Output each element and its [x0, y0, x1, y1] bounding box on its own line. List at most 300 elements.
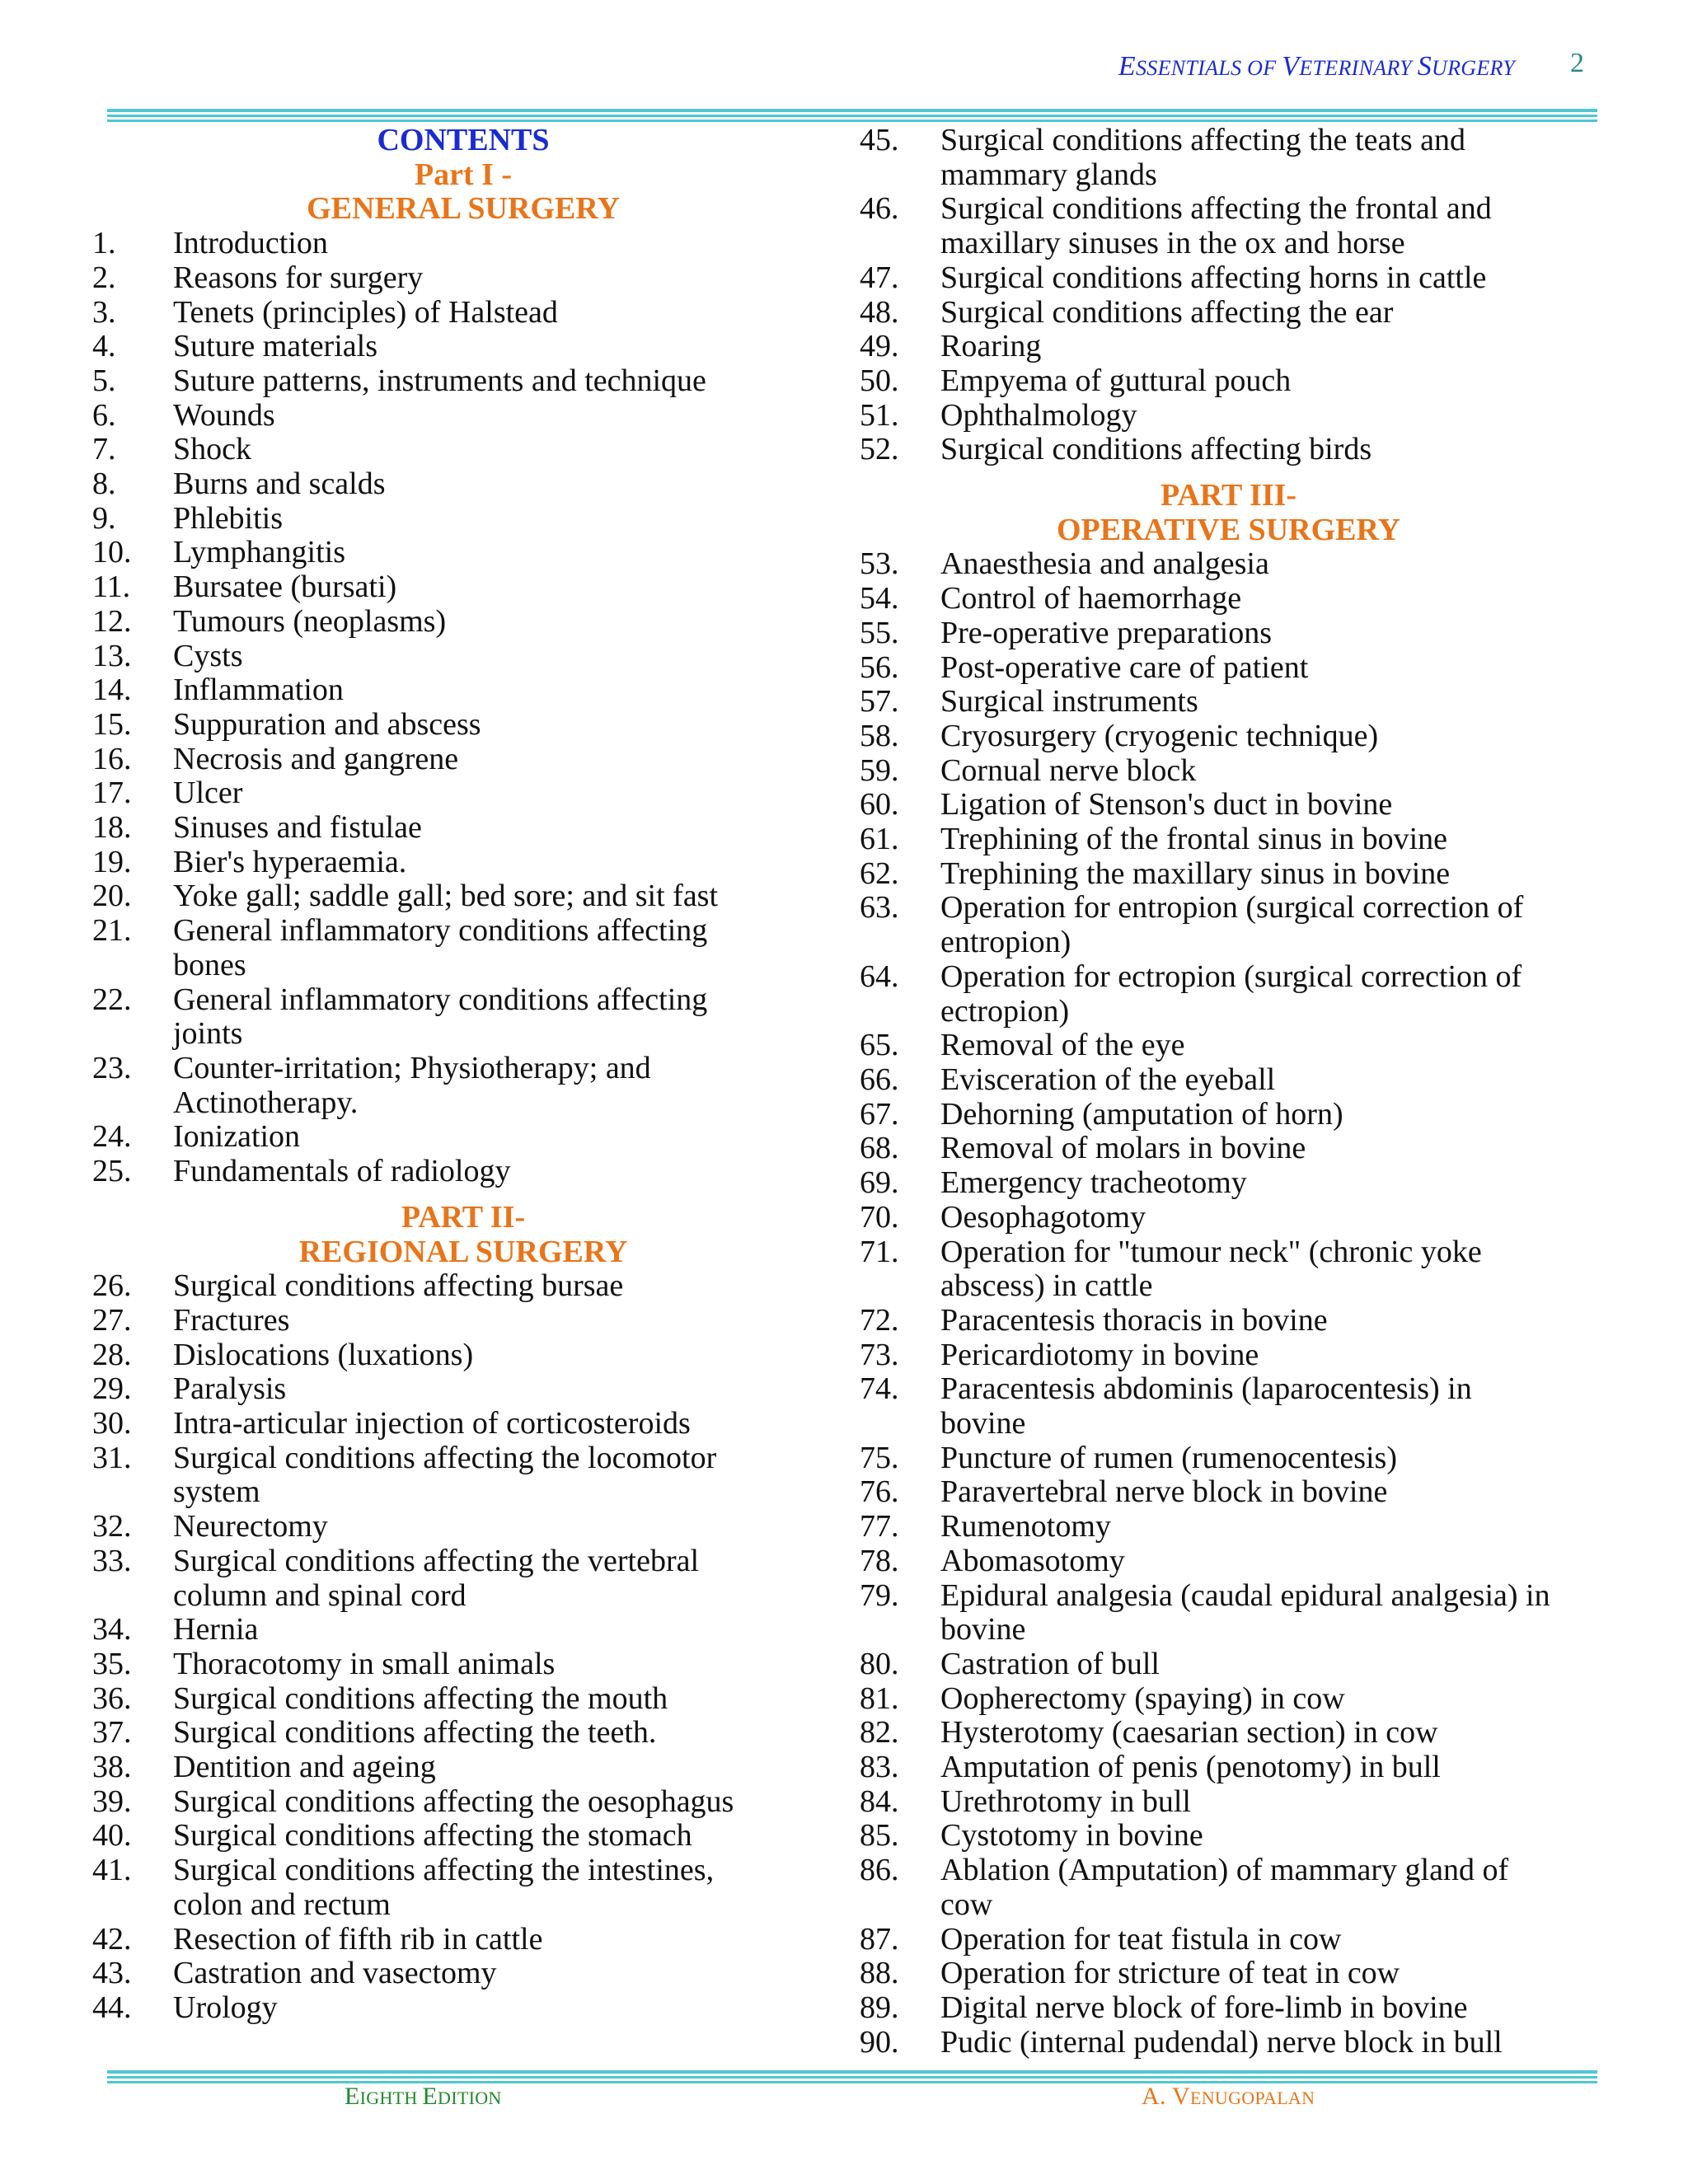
- entry-title-line: Lymphangitis: [173, 535, 345, 570]
- entry-number: 32.: [92, 1509, 132, 1544]
- contents-entry[interactable]: [92, 1750, 834, 1785]
- contents-entry[interactable]: [92, 1682, 834, 1717]
- entry-title: [940, 1991, 1597, 2026]
- entry-number: 54.: [860, 581, 899, 616]
- entry-title-line: Empyema of guttural pouch: [940, 363, 1292, 398]
- contents-entry[interactable]: [92, 1544, 834, 1613]
- contents-entry[interactable]: [92, 983, 834, 1052]
- contents-entry[interactable]: [92, 673, 834, 708]
- entry-number: 33.: [92, 1543, 132, 1578]
- contents-entry[interactable]: [92, 914, 834, 982]
- entry-title: [173, 1155, 834, 1189]
- entry-title: [940, 857, 1597, 892]
- entry-title: [940, 616, 1597, 651]
- contents-entry[interactable]: [92, 605, 834, 640]
- entry-number: 83.: [860, 1750, 899, 1785]
- contents-entry[interactable]: [92, 640, 834, 674]
- contents-entry[interactable]: [860, 124, 1597, 192]
- entry-title: [940, 399, 1597, 434]
- entry-number: 79.: [860, 1577, 899, 1613]
- entry-title: [940, 1063, 1597, 1098]
- entry-title: [173, 467, 834, 502]
- entry-title: [940, 1098, 1597, 1132]
- entry-number: 42.: [92, 1921, 132, 1957]
- contents-entry[interactable]: [92, 846, 834, 880]
- entry-title-line: cow: [940, 1886, 993, 1922]
- footer-edition: [345, 2083, 502, 2111]
- contents-entry[interactable]: [860, 857, 1597, 892]
- contents-entry[interactable]: [860, 616, 1597, 651]
- entry-number: 81.: [860, 1680, 899, 1716]
- entry-title-line: Castration and vasectomy: [173, 1956, 497, 1991]
- entry-title-line: Thoracotomy in small animals: [173, 1646, 556, 1681]
- entry-title-line: joints: [173, 1016, 243, 1052]
- part-heading: [92, 1201, 834, 1269]
- entry-number: 48.: [860, 294, 899, 330]
- entry-title-line: Paravertebral nerve block in bovine: [940, 1474, 1388, 1510]
- contents-entry[interactable]: [92, 1269, 834, 1304]
- contents-entry[interactable]: [860, 547, 1597, 582]
- footer-author: [1142, 2083, 1315, 2111]
- contents-entry[interactable]: [860, 651, 1597, 686]
- entry-title-line: Surgical conditions affecting the vertebral: [173, 1543, 700, 1578]
- contents-entry[interactable]: [92, 1441, 834, 1510]
- contents-entry[interactable]: [92, 708, 834, 743]
- contents-entry[interactable]: [860, 1716, 1597, 1750]
- entry-number: 55.: [860, 615, 899, 650]
- entry-title-line: Ulcer: [173, 776, 243, 811]
- entry-title: [940, 2026, 1597, 2060]
- entry-title-line: Amputation of penis (penotomy) in bull: [940, 1750, 1441, 1785]
- contents-entry[interactable]: [860, 1063, 1597, 1098]
- contents-entry[interactable]: [860, 823, 1597, 857]
- entry-title: [940, 754, 1597, 789]
- entry-title-line: Abomasotomy: [940, 1543, 1125, 1578]
- contents-entry[interactable]: [860, 754, 1597, 789]
- entry-number: 85.: [860, 1818, 899, 1854]
- contents-entry[interactable]: [860, 1132, 1597, 1166]
- entry-number: 35.: [92, 1646, 132, 1681]
- entry-title-line: Hernia: [173, 1612, 259, 1647]
- contents-entry[interactable]: [860, 788, 1597, 823]
- contents-entry[interactable]: [860, 1201, 1597, 1235]
- entry-title: [173, 1785, 834, 1820]
- entry-title-line: Castration of bull: [940, 1646, 1160, 1681]
- entry-title: [173, 1441, 834, 1510]
- entry-title: [940, 296, 1597, 330]
- entry-title: [173, 1750, 834, 1785]
- entry-title-line: bones: [173, 947, 246, 982]
- contents-entry[interactable]: [860, 2026, 1597, 2060]
- contents-entry[interactable]: [92, 1510, 834, 1544]
- contents-entry[interactable]: [860, 1785, 1597, 1820]
- entry-number: 5.: [92, 363, 116, 398]
- small-caps-rest: DITION: [438, 2088, 502, 2108]
- entry-number: 73.: [860, 1337, 899, 1372]
- entry-title-line: Tumours (neoplasms): [173, 603, 447, 639]
- entry-title-line: system: [173, 1474, 260, 1510]
- entry-title: [940, 1854, 1597, 1922]
- entry-title-line: Burns and scalds: [173, 466, 386, 502]
- entry-number: 61.: [860, 822, 899, 857]
- contents-entry[interactable]: [92, 330, 834, 364]
- contents-entry[interactable]: [860, 364, 1597, 399]
- entry-title-line: Emergency tracheotomy: [940, 1165, 1247, 1201]
- part-heading-line: PART III-: [1160, 478, 1297, 513]
- entry-number: 53.: [860, 546, 899, 582]
- entry-title: [173, 330, 834, 364]
- entry-title-line: Phlebitis: [173, 500, 284, 536]
- entry-number: 72.: [860, 1302, 899, 1338]
- contents-entry[interactable]: [860, 433, 1597, 467]
- contents-entry[interactable]: [860, 582, 1597, 616]
- entry-number: 7.: [92, 432, 116, 467]
- entry-title: [173, 536, 834, 570]
- part-heading: [92, 124, 834, 227]
- entry-title: [173, 1372, 834, 1407]
- entry-title-line: Pre-operative preparations: [940, 615, 1272, 650]
- entry-title-line: Anaesthesia and analgesia: [940, 546, 1269, 582]
- entry-number: 50.: [860, 363, 899, 398]
- entry-number: 64.: [860, 958, 899, 994]
- contents-entry[interactable]: [92, 776, 834, 811]
- entry-title-line: Removal of molars in bovine: [940, 1131, 1306, 1166]
- entry-title-line: Suture materials: [173, 329, 377, 364]
- contents-entry[interactable]: [92, 1647, 834, 1682]
- entry-title-line: Roaring: [940, 329, 1042, 364]
- entry-title: [940, 1579, 1597, 1647]
- entry-title: [173, 1120, 834, 1155]
- entry-title-line: Dentition and ageing: [173, 1750, 436, 1785]
- contents-entry[interactable]: [92, 1372, 834, 1407]
- contents-entry[interactable]: [860, 1235, 1597, 1304]
- entry-title-line: Intra-articular injection of corticosteroids: [173, 1406, 691, 1441]
- entry-number: 3.: [92, 294, 116, 330]
- entry-number: 39.: [92, 1783, 132, 1819]
- contents-entry[interactable]: [92, 364, 834, 399]
- entry-title: [173, 1613, 834, 1647]
- entry-title: [173, 570, 834, 605]
- small-caps-initial: S: [1417, 51, 1432, 82]
- entry-number: 8.: [92, 466, 116, 502]
- entry-title-line: Surgical conditions affecting the oesophagus: [173, 1783, 734, 1819]
- contents-entry[interactable]: [860, 1647, 1597, 1682]
- contents-entry[interactable]: [860, 1098, 1597, 1132]
- contents-entry[interactable]: [860, 719, 1597, 754]
- contents-entry[interactable]: [860, 1510, 1597, 1544]
- entry-number: 1.: [92, 226, 116, 261]
- entry-number: 86.: [860, 1853, 899, 1888]
- entry-number: 43.: [92, 1956, 132, 1991]
- entry-title-line: Operation for entropion (surgical correction of: [940, 890, 1524, 926]
- contents-entry[interactable]: [92, 1155, 834, 1189]
- entry-title: [940, 1235, 1597, 1304]
- entry-title: [940, 960, 1597, 1029]
- entry-number: 47.: [860, 260, 899, 295]
- contents-entry[interactable]: [92, 467, 834, 502]
- entry-title: [940, 685, 1597, 719]
- contents-entry[interactable]: [860, 399, 1597, 434]
- contents-entry[interactable]: [92, 1957, 834, 1991]
- contents-entry[interactable]: [92, 1785, 834, 1820]
- contents-entry[interactable]: [860, 685, 1597, 719]
- entry-title: [940, 651, 1597, 686]
- entry-number: 9.: [92, 500, 116, 536]
- contents-entry[interactable]: [92, 1052, 834, 1120]
- entry-title-line: Introduction: [173, 226, 328, 261]
- entry-title: [173, 983, 834, 1052]
- entry-number: 69.: [860, 1165, 899, 1201]
- entry-title-line: Fractures: [173, 1302, 290, 1338]
- entry-title: [173, 1923, 834, 1957]
- entry-number: 17.: [92, 776, 132, 811]
- contents-entry[interactable]: [92, 296, 834, 330]
- entry-title: [940, 1304, 1597, 1338]
- contents-entry[interactable]: [92, 570, 834, 605]
- entry-title: [173, 1304, 834, 1338]
- contents-entry[interactable]: [860, 1166, 1597, 1201]
- entry-title-line: Urology: [173, 1990, 278, 2025]
- part-heading-line: GENERAL SURGERY: [307, 191, 620, 227]
- entry-number: 60.: [860, 787, 899, 823]
- entry-number: 26.: [92, 1268, 132, 1304]
- entry-title: [173, 1407, 834, 1441]
- entry-number: 52.: [860, 432, 899, 467]
- entry-title-line: Surgical conditions affecting the teats and: [940, 123, 1466, 157]
- entry-title: [173, 673, 834, 708]
- contents-entry[interactable]: [860, 261, 1597, 296]
- entry-number: 10.: [92, 535, 132, 570]
- contents-entry[interactable]: [92, 1991, 834, 2026]
- entry-title-line: Pericardiotomy in bovine: [940, 1337, 1259, 1372]
- entry-number: 25.: [92, 1154, 132, 1189]
- entry-number: 44.: [92, 1990, 132, 2025]
- entry-title-line: Paracentesis abdominis (laparocentesis) in: [940, 1371, 1472, 1407]
- contents-entry[interactable]: [860, 1441, 1597, 1476]
- entry-title: [173, 846, 834, 880]
- entry-title-line: Digital nerve block of fore-limb in bovine: [940, 1990, 1468, 2025]
- entry-title: [940, 124, 1597, 192]
- contents-entry[interactable]: [860, 1579, 1597, 1647]
- entry-title: [940, 1647, 1597, 1682]
- entry-title-line: Surgical instruments: [940, 684, 1198, 719]
- entry-number: 38.: [92, 1750, 132, 1785]
- entry-title-line: Urethrotomy in bull: [940, 1783, 1191, 1819]
- contents-entry[interactable]: [860, 1544, 1597, 1579]
- contents-entry[interactable]: [860, 1957, 1597, 1991]
- entry-title: [940, 1510, 1597, 1544]
- entry-title-line: Inflammation: [173, 673, 344, 708]
- entry-title-line: bovine: [940, 1406, 1026, 1441]
- contents-entry[interactable]: [860, 330, 1597, 364]
- entry-number: 28.: [92, 1337, 132, 1372]
- entry-title-line: Surgical conditions affecting bursae: [173, 1268, 624, 1304]
- contents-entry[interactable]: [92, 1304, 834, 1338]
- entry-title: [173, 296, 834, 330]
- contents-entry[interactable]: [92, 433, 834, 467]
- entry-number: 11.: [92, 569, 131, 605]
- entry-number: 63.: [860, 890, 899, 926]
- contents-entry[interactable]: [92, 1407, 834, 1441]
- page-number: 2: [1570, 48, 1584, 78]
- contents-entry[interactable]: [92, 227, 834, 261]
- entry-number: 4.: [92, 329, 116, 364]
- entry-title-line: Surgical conditions affecting the mouth: [173, 1680, 668, 1716]
- entry-title: [940, 1750, 1597, 1785]
- entry-title-line: Removal of the eye: [940, 1028, 1185, 1063]
- entry-number: 31.: [92, 1440, 132, 1475]
- small-caps-rest: ENUGOPALAN: [1190, 2088, 1315, 2108]
- entry-number: 41.: [92, 1853, 132, 1888]
- contents-title: CONTENTS: [377, 123, 550, 157]
- entry-number: 6.: [92, 397, 116, 433]
- entry-number: 84.: [860, 1783, 899, 1819]
- entry-number: 88.: [860, 1956, 899, 1991]
- entry-title-line: Operation for stricture of teat in cow: [940, 1956, 1400, 1991]
- entry-number: 18.: [92, 810, 132, 846]
- contents-entry[interactable]: [92, 811, 834, 846]
- small-caps-initial: V: [1282, 51, 1300, 82]
- contents-entry[interactable]: [860, 1372, 1597, 1441]
- entry-title-line: Ligation of Stenson's duct in bovine: [940, 787, 1393, 823]
- entry-title: [173, 364, 834, 399]
- entry-title-line: bovine: [940, 1612, 1026, 1647]
- entry-title-line: Cryosurgery (cryogenic technique): [940, 718, 1379, 753]
- contents-entry[interactable]: [860, 1682, 1597, 1717]
- entry-title-line: Trephining of the frontal sinus in bovine: [940, 822, 1447, 857]
- entry-title-line: Counter-irritation; Physiotherapy; and: [173, 1050, 651, 1085]
- contents-column-left: [92, 124, 834, 2026]
- entry-title-line: Fundamentals of radiology: [173, 1154, 511, 1189]
- contents-entry[interactable]: [92, 399, 834, 434]
- contents-entry[interactable]: [860, 1923, 1597, 1957]
- contents-entry[interactable]: [860, 1475, 1597, 1510]
- contents-entry[interactable]: [860, 1819, 1597, 1854]
- entry-title: [173, 1647, 834, 1682]
- contents-entry[interactable]: [860, 1750, 1597, 1785]
- entry-title-line: Operation for "tumour neck" (chronic yoke: [940, 1234, 1482, 1269]
- entry-title-line: Neurectomy: [173, 1509, 328, 1544]
- entry-number: 65.: [860, 1028, 899, 1063]
- small-caps-initial: E: [345, 2083, 360, 2110]
- small-caps-rest: SSENTIALS OF: [1136, 56, 1282, 80]
- contents-entry[interactable]: [92, 1120, 834, 1155]
- entry-title: [173, 1854, 834, 1922]
- contents-entry[interactable]: [860, 1338, 1597, 1373]
- entry-number: 46.: [860, 191, 899, 227]
- entry-title: [173, 502, 834, 537]
- entry-number: 2.: [92, 260, 116, 295]
- contents-entry[interactable]: [92, 536, 834, 570]
- contents-entry[interactable]: [92, 1819, 834, 1854]
- small-caps-rest: ETERINARY: [1299, 56, 1418, 80]
- entry-title-line: Control of haemorrhage: [940, 581, 1242, 616]
- entry-title-line: Surgical conditions affecting the teeth.: [173, 1715, 657, 1750]
- entry-number: 14.: [92, 673, 132, 708]
- entry-title: [173, 1510, 834, 1544]
- entry-number: 58.: [860, 718, 899, 753]
- entry-title-line: Surgical conditions affecting the ear: [940, 294, 1394, 330]
- entry-title: [940, 788, 1597, 823]
- entry-title-line: entropion): [940, 925, 1071, 960]
- entry-title-line: Wounds: [173, 397, 275, 433]
- entry-title-line: Actinotherapy.: [173, 1085, 359, 1120]
- entry-title: [173, 1819, 834, 1854]
- entry-number: 57.: [860, 684, 899, 719]
- contents-entry[interactable]: [860, 1304, 1597, 1338]
- contents-entry[interactable]: [860, 960, 1597, 1029]
- contents-entry[interactable]: [92, 502, 834, 537]
- entry-title: [940, 1785, 1597, 1820]
- entry-title: [940, 1166, 1597, 1201]
- contents-entry[interactable]: [860, 1854, 1597, 1922]
- contents-entry[interactable]: [860, 891, 1597, 959]
- entry-title: [940, 823, 1597, 857]
- entry-number: 80.: [860, 1646, 899, 1681]
- entry-title-line: Dehorning (amputation of horn): [940, 1096, 1343, 1132]
- entry-title-line: Surgical conditions affecting horns in cattle: [940, 260, 1487, 295]
- contents-entry[interactable]: [92, 1338, 834, 1373]
- entry-title: [173, 879, 834, 914]
- contents-entry[interactable]: [860, 192, 1597, 260]
- entry-title-line: Cornual nerve block: [940, 752, 1197, 788]
- entry-title-line: General inflammatory conditions affecting: [173, 913, 708, 949]
- entry-title: [173, 640, 834, 674]
- entry-title: [940, 1441, 1597, 1476]
- entry-title: [173, 227, 834, 261]
- contents-entry[interactable]: [92, 1613, 834, 1647]
- contents-entry[interactable]: [92, 1923, 834, 1957]
- contents-entry[interactable]: [92, 1716, 834, 1750]
- entry-number: 51.: [860, 397, 899, 433]
- entry-title: [940, 1923, 1597, 1957]
- contents-entry[interactable]: [92, 743, 834, 777]
- entry-title-line: Ophthalmology: [940, 397, 1137, 433]
- entry-title: [940, 719, 1597, 754]
- entry-number: 74.: [860, 1371, 899, 1407]
- entry-title-line: Ablation (Amputation) of mammary gland of: [940, 1853, 1509, 1888]
- contents-entry[interactable]: [860, 296, 1597, 330]
- contents-entry[interactable]: [92, 261, 834, 296]
- contents-entry[interactable]: [860, 1029, 1597, 1063]
- entry-title-line: Paracentesis thoracis in bovine: [940, 1302, 1328, 1338]
- entry-title: [173, 261, 834, 296]
- entry-title-line: Operation for ectropion (surgical correction of: [940, 958, 1522, 994]
- entry-number: 34.: [92, 1612, 132, 1647]
- part-heading-line: Part I -: [414, 157, 513, 192]
- entry-number: 77.: [860, 1509, 899, 1544]
- contents-entry[interactable]: [92, 879, 834, 914]
- entry-title: [173, 1716, 834, 1750]
- entry-title: [940, 261, 1597, 296]
- contents-entry[interactable]: [92, 1854, 834, 1922]
- entry-number: 20.: [92, 879, 132, 914]
- entry-title-line: Surgical conditions affecting the frontal and: [940, 191, 1492, 227]
- small-caps-initial: A. V: [1142, 2083, 1190, 2110]
- small-caps-rest: URGERY: [1432, 56, 1515, 80]
- entry-title-line: Oopherectomy (spaying) in cow: [940, 1680, 1345, 1716]
- contents-entry[interactable]: [860, 1991, 1597, 2026]
- entry-title: [940, 433, 1597, 467]
- entry-title: [940, 1372, 1597, 1441]
- entry-number: 27.: [92, 1302, 132, 1338]
- entry-title-line: mammary glands: [940, 157, 1157, 192]
- entry-title: [173, 1269, 834, 1304]
- entry-number: 59.: [860, 752, 899, 788]
- entry-title: [940, 330, 1597, 364]
- entry-title-line: maxillary sinuses in the ox and horse: [940, 226, 1405, 261]
- bottom-rule: [107, 2070, 1597, 2083]
